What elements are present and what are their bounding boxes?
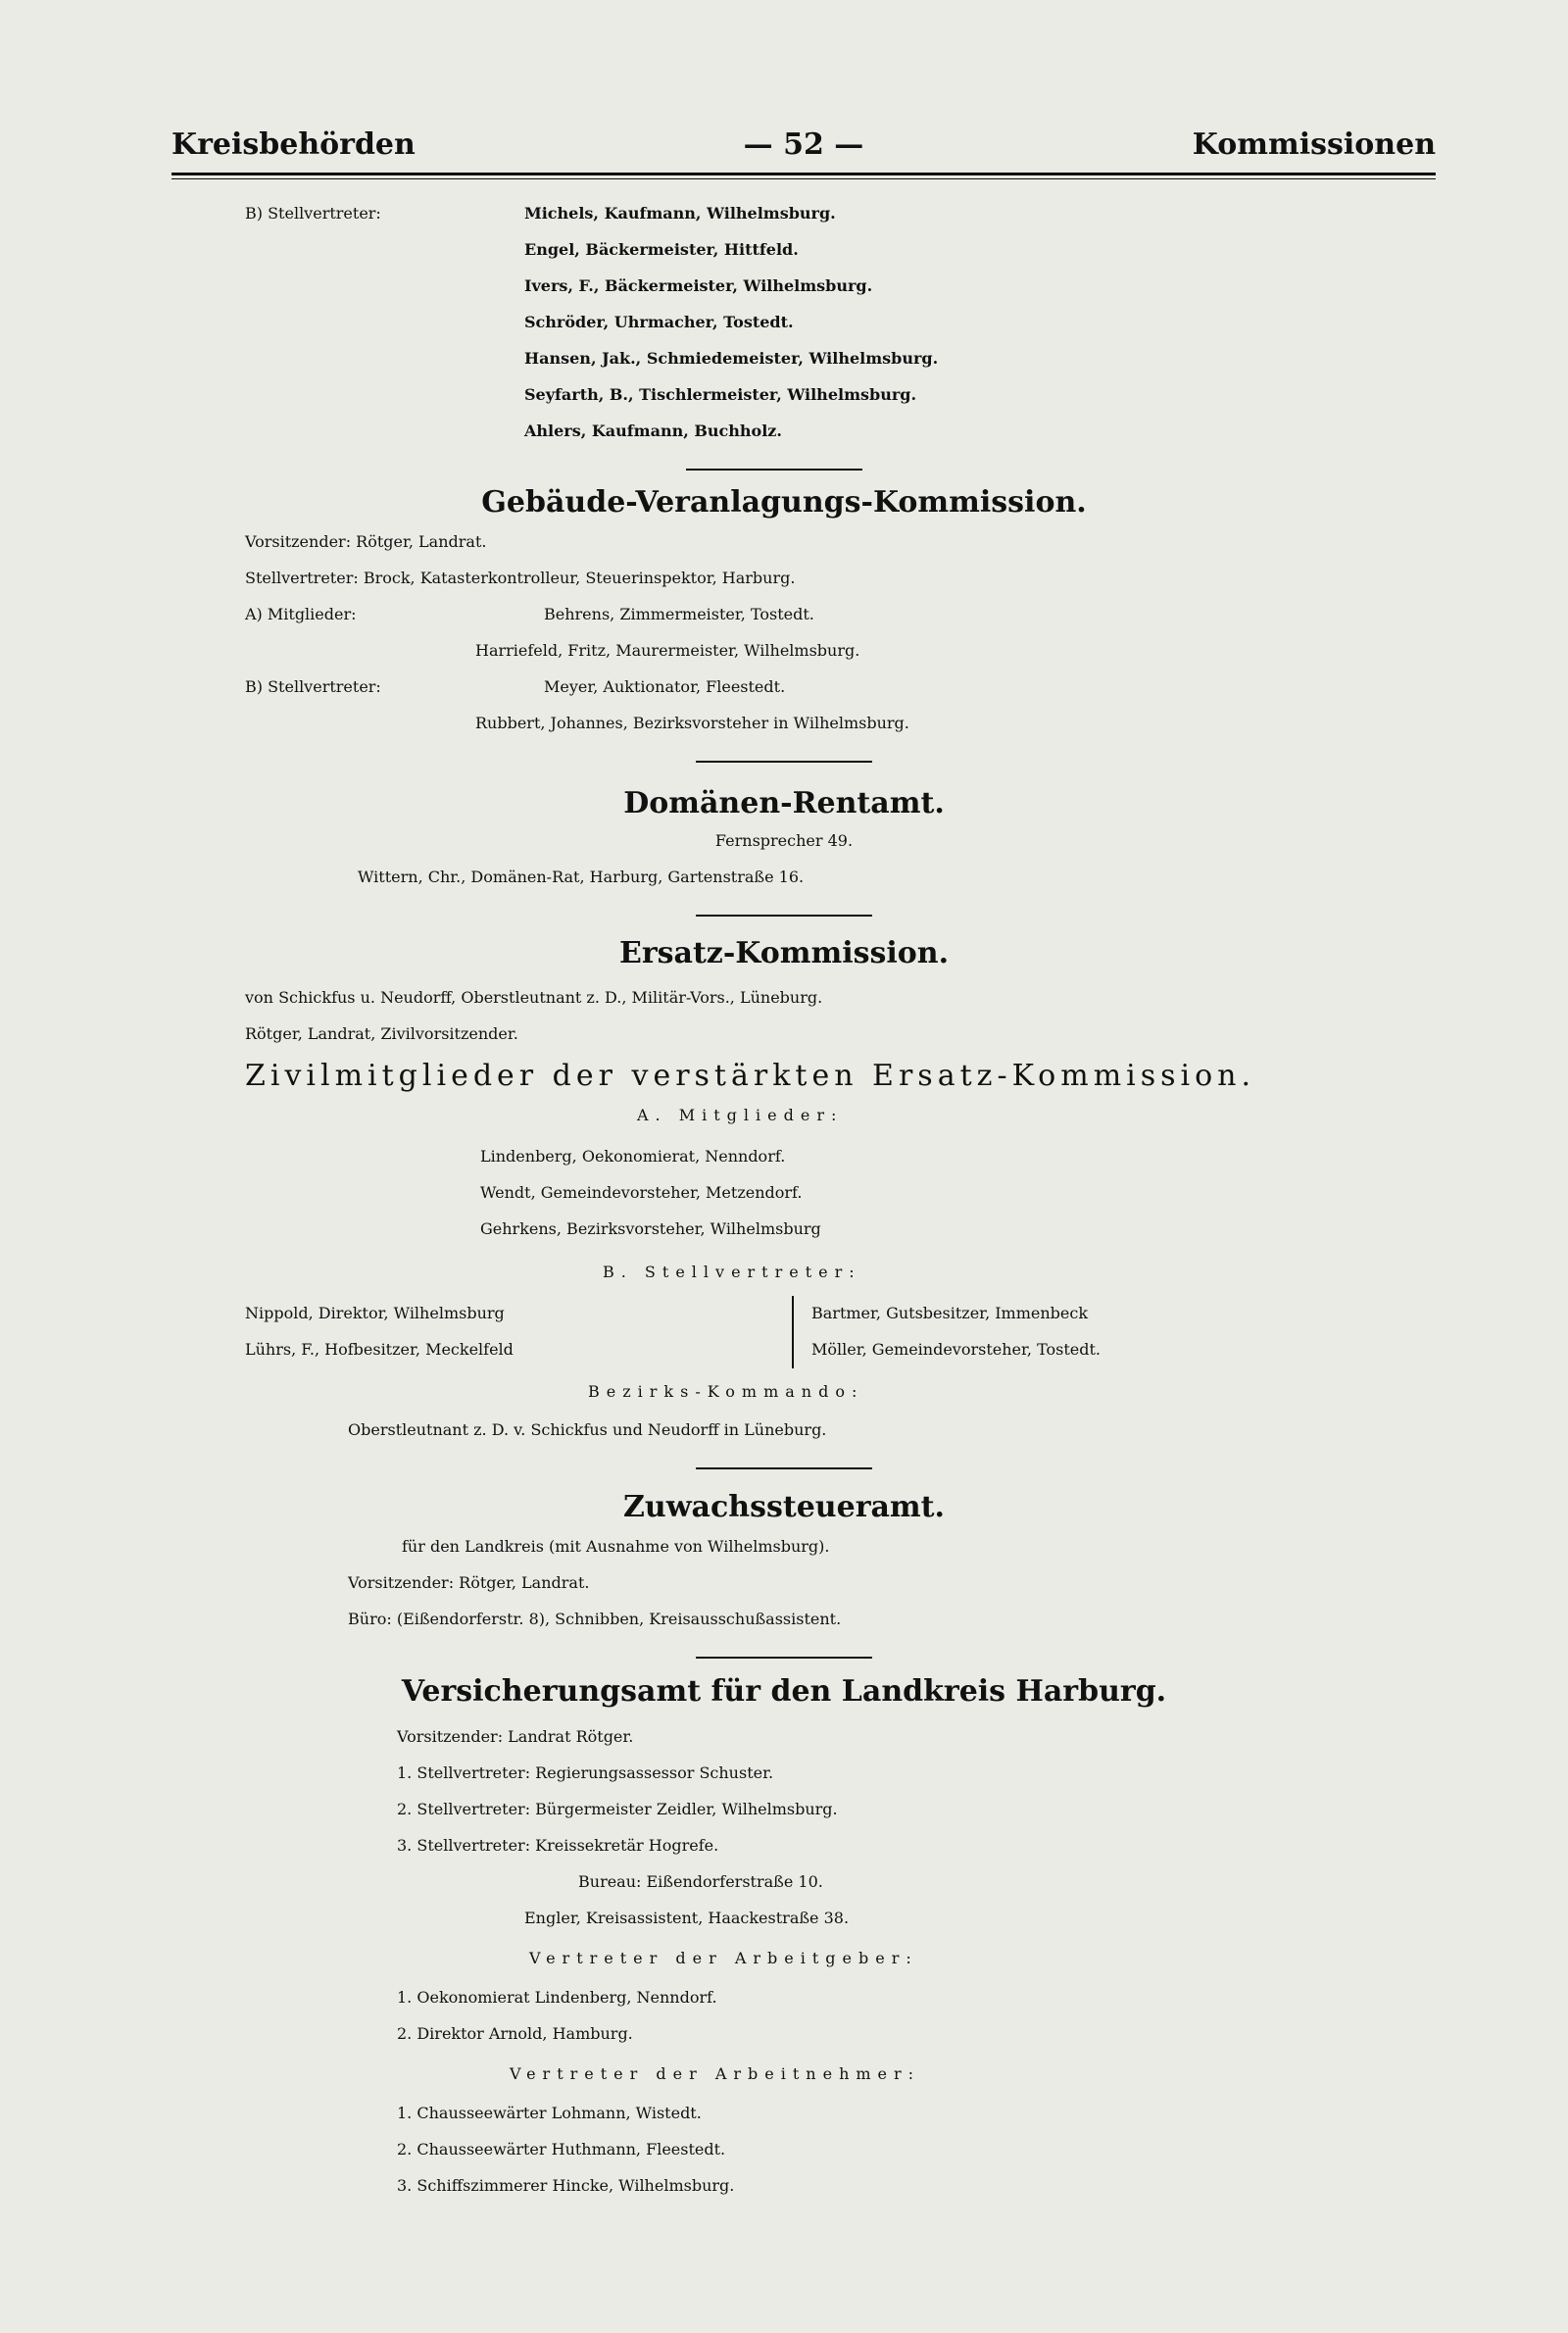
- sec3-line: Wittern, Chr., Domänen-Rat, Harburg, Gartenstraße 16.: [358, 868, 805, 886]
- sec6-employee: 1. Chausseewärter Lohmann, Wistedt.: [397, 2104, 702, 2122]
- sec4-subtitle: Zivilmitglieder der verstärkten Ersatz-Kommission.: [245, 1059, 1256, 1093]
- sec2-member: Harriefeld, Fritz, Maurermeister, Wilhelmsburg.: [475, 641, 860, 660]
- sec3-title: Domänen-Rentamt.: [623, 786, 945, 820]
- header-left: Kreisbehörden: [172, 127, 416, 162]
- sec3-phone: Fernsprecher 49.: [714, 831, 854, 850]
- sec6-employer: 2. Direktor Arnold, Hamburg.: [397, 2024, 633, 2043]
- sec6-employer: 1. Oekonomierat Lindenberg, Nenndorf.: [397, 1988, 717, 2007]
- sec4-line2: Rötger, Landrat, Zivilvorsitzender.: [245, 1024, 518, 1043]
- header-rule-thin: [172, 178, 1436, 179]
- sec5-line1: für den Landkreis (mit Ausnahme von Wilhelmsburg).: [402, 1537, 830, 1556]
- sec2-title: Gebäude-Veranlagungs-Kommission.: [481, 485, 1087, 520]
- sec4-bk-line: Oberstleutnant z. D. v. Schickfus und Neudorff in Lüneburg.: [348, 1420, 827, 1439]
- section-divider: [696, 761, 872, 763]
- sec6-title: Versicherungsamt für den Landkreis Harburg.: [401, 1674, 1167, 1709]
- sec5-line3: Büro: (Eißendorferstr. 8), Schnibben, Kreisausschußassistent.: [348, 1610, 842, 1628]
- sec2-deputy-item: Meyer, Auktionator, Fleestedt.: [544, 677, 786, 696]
- sec5-line2: Vorsitzender: Rötger, Landrat.: [348, 1573, 590, 1592]
- sec6-deputy: 3. Stellvertreter: Kreissekretär Hogrefe.: [397, 1836, 719, 1855]
- sec6-employees-label: Vertreter der Arbeitnehmer:: [510, 2064, 921, 2083]
- section-divider: [696, 1657, 872, 1659]
- sec4-a-label: A. Mitglieder:: [637, 1106, 844, 1124]
- sec2-deputy: Stellvertreter: Brock, Katasterkontrolleur, Steuerinspektor, Harburg.: [245, 569, 796, 587]
- sec4-b-label: B. Stellvertreter:: [603, 1263, 861, 1281]
- section-divider: [696, 1467, 872, 1469]
- column-divider: [792, 1296, 794, 1368]
- sec1-item: Hansen, Jak., Schmiedemeister, Wilhelmsburg.: [524, 349, 939, 368]
- sec2-deputy-item: Rubbert, Johannes, Bezirksvorsteher in Wilhelmsburg.: [475, 714, 909, 732]
- sec6-employers-label: Vertreter der Arbeitgeber:: [529, 1949, 918, 1967]
- section-divider: [696, 915, 872, 917]
- sec6-deputy: 1. Stellvertreter: Regierungsassessor Schuster.: [397, 1763, 774, 1782]
- sec6-bureau: Bureau: Eißendorferstraße 10.: [578, 1872, 823, 1891]
- sec1-item: Ahlers, Kaufmann, Buchholz.: [524, 422, 782, 440]
- sec4-b-left: Nippold, Direktor, Wilhelmsburg: [245, 1304, 505, 1322]
- page-header: [172, 127, 1436, 171]
- sec2-chair: Vorsitzender: Rötger, Landrat.: [245, 532, 487, 551]
- sec4-b-right: Bartmer, Gutsbesitzer, Immenbeck: [811, 1304, 1089, 1322]
- header-right: Kommissionen: [1192, 127, 1436, 162]
- header-rule: [172, 173, 1436, 175]
- sec6-deputy: 2. Stellvertreter: Bürgermeister Zeidler, Wilhelmsburg.: [397, 1800, 838, 1818]
- sec1-label: B) Stellvertreter:: [245, 204, 381, 223]
- sec4-title: Ersatz-Kommission.: [618, 936, 950, 970]
- sec1-item: Schröder, Uhrmacher, Tostedt.: [524, 313, 794, 331]
- sec4-b-right: Möller, Gemeindevorsteher, Tostedt.: [811, 1340, 1101, 1359]
- sec1-item: Ivers, F., Bäckermeister, Wilhelmsburg.: [524, 276, 873, 295]
- sec4-a-item: Wendt, Gemeindevorsteher, Metzendorf.: [480, 1183, 803, 1202]
- sec4-a-item: Lindenberg, Oekonomierat, Nenndorf.: [480, 1147, 786, 1166]
- sec4-line1: von Schickfus u. Neudorff, Oberstleutnant z. D., Militär-Vors., Lüneburg.: [245, 988, 823, 1007]
- sec1-item: Seyfarth, B., Tischlermeister, Wilhelmsburg.: [524, 385, 917, 404]
- sec6-employee: 2. Chausseewärter Huthmann, Fleestedt.: [397, 2140, 726, 2159]
- sec5-title: Zuwachssteueramt.: [623, 1490, 945, 1524]
- sec6-engler: Engler, Kreisassistent, Haackestraße 38.: [524, 1909, 850, 1927]
- sec2-members-label: A) Mitglieder:: [245, 605, 357, 623]
- sec2-deputies-label: B) Stellvertreter:: [245, 677, 381, 696]
- sec2-member: Behrens, Zimmermeister, Tostedt.: [544, 605, 814, 623]
- section-divider: [686, 469, 862, 471]
- sec1-item: Michels, Kaufmann, Wilhelmsburg.: [524, 204, 836, 223]
- sec4-b-left: Lührs, F., Hofbesitzer, Meckelfeld: [245, 1340, 514, 1359]
- page-number: — 52 —: [743, 127, 864, 162]
- sec4-bk-label: Bezirks-Kommando:: [588, 1382, 864, 1401]
- sec4-a-item: Gehrkens, Bezirksvorsteher, Wilhelmsburg: [480, 1219, 821, 1238]
- sec6-chair: Vorsitzender: Landrat Rötger.: [397, 1727, 634, 1746]
- sec6-employee: 3. Schiffszimmerer Hincke, Wilhelmsburg.: [397, 2176, 735, 2195]
- sec1-item: Engel, Bäckermeister, Hittfeld.: [524, 240, 799, 259]
